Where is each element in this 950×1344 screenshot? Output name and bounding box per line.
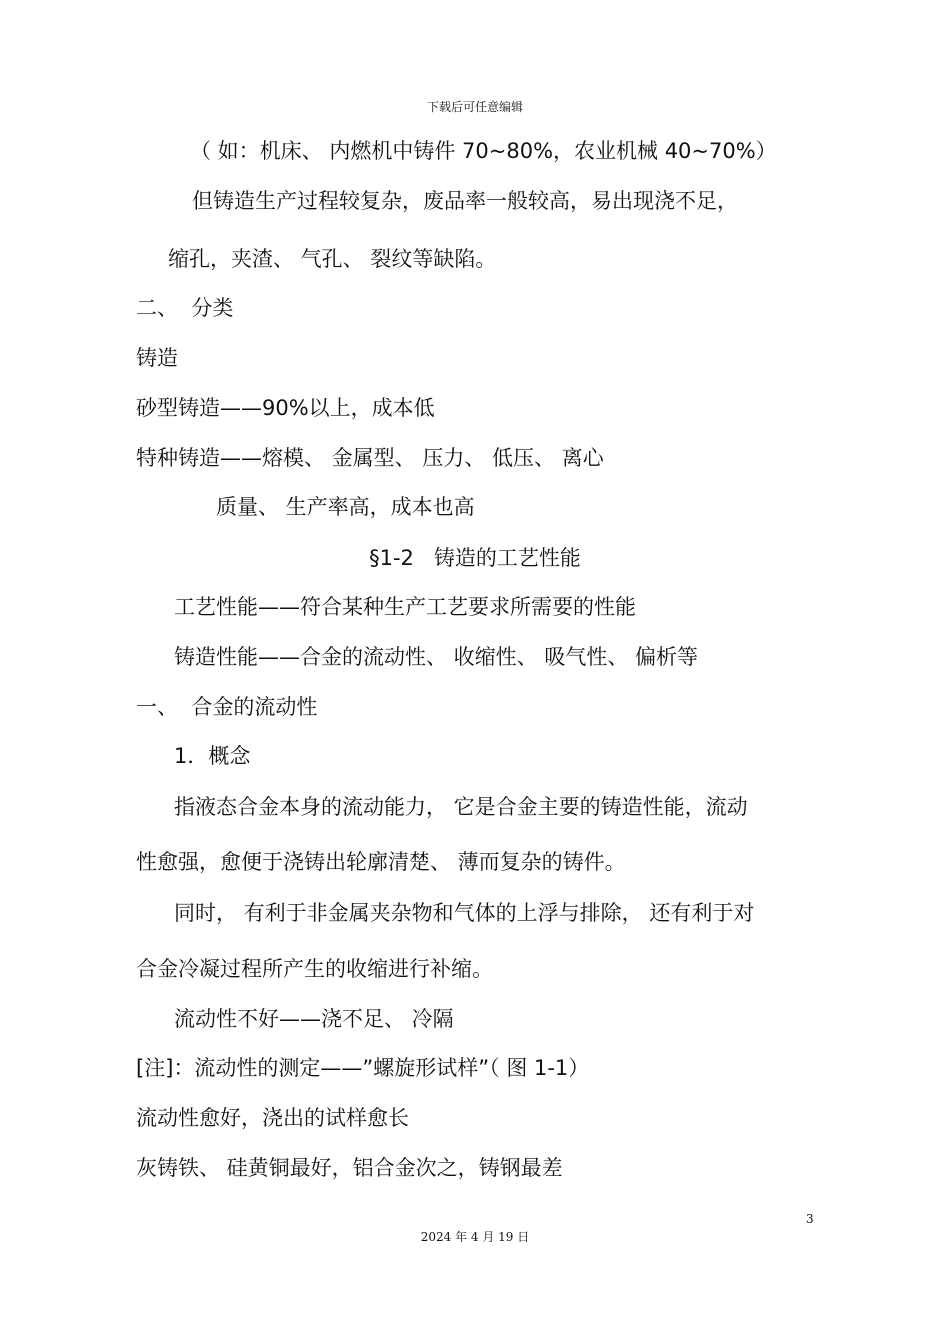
text-line-sample-length: 流动性愈好，浇出的试样愈长: [136, 1106, 409, 1130]
text-line-2: 但铸造生产过程较复杂，废品率一般较高，易出现浇不足，: [192, 189, 738, 213]
text-line-note: [注]：流动性的测定——”螺旋形试样”（ 图 1-1）: [136, 1056, 590, 1080]
text-line-special-casting: 特种铸造——熔模、 金属型、 压力、 低压、 离心: [136, 446, 604, 470]
subheading-concept: 1．概念: [174, 744, 251, 768]
section-heading-fluidity: 一、 合金的流动性: [136, 695, 318, 719]
text-line-1: （ 如：机床、 内燃机中铸件 70~80%，农业机械 40~70%）: [190, 139, 777, 163]
section-heading-classification: 二、 分类: [136, 296, 234, 320]
text-line-fluidity-def-2: 性愈强，愈便于浇铸出轮廓清楚、 薄而复杂的铸件。: [136, 850, 626, 874]
page-footer-date: 2024 年 4 月 19 日: [420, 1230, 530, 1244]
text-line-process-performance: 工艺性能——符合某种生产工艺要求所需要的性能: [174, 595, 636, 619]
text-line-poor-fluidity: 流动性不好——浇不足、 冷隔: [174, 1007, 454, 1031]
text-line-casting-performance: 铸造性能——合金的流动性、 收缩性、 吸气性、 偏析等: [174, 645, 699, 669]
text-line-quality: 质量、 生产率高，成本也高: [216, 495, 475, 519]
text-line-3: 缩孔，夹渣、 气孔、 裂纹等缺陷。: [168, 247, 497, 271]
text-line-fluidity-benefit-2: 合金冷凝过程所产生的收缩进行补缩。: [136, 957, 493, 981]
text-line-sand-casting: 砂型铸造——90%以上，成本低: [136, 396, 435, 420]
section-title: §1-2 铸造的工艺性能: [369, 546, 581, 570]
text-line-materials: 灰铸铁、 硅黄铜最好，铝合金次之，铸钢最差: [136, 1156, 563, 1180]
page-number: 3: [806, 1212, 814, 1226]
text-line-casting: 铸造: [136, 346, 178, 370]
page-header: 下载后可任意编辑: [426, 100, 523, 114]
text-line-fluidity-def-1: 指液态合金本身的流动能力， 它是合金主要的铸造性能，流动: [174, 795, 748, 819]
text-line-fluidity-benefit-1: 同时， 有利于非金属夹杂物和气体的上浮与排除， 还有利于对: [174, 901, 755, 925]
